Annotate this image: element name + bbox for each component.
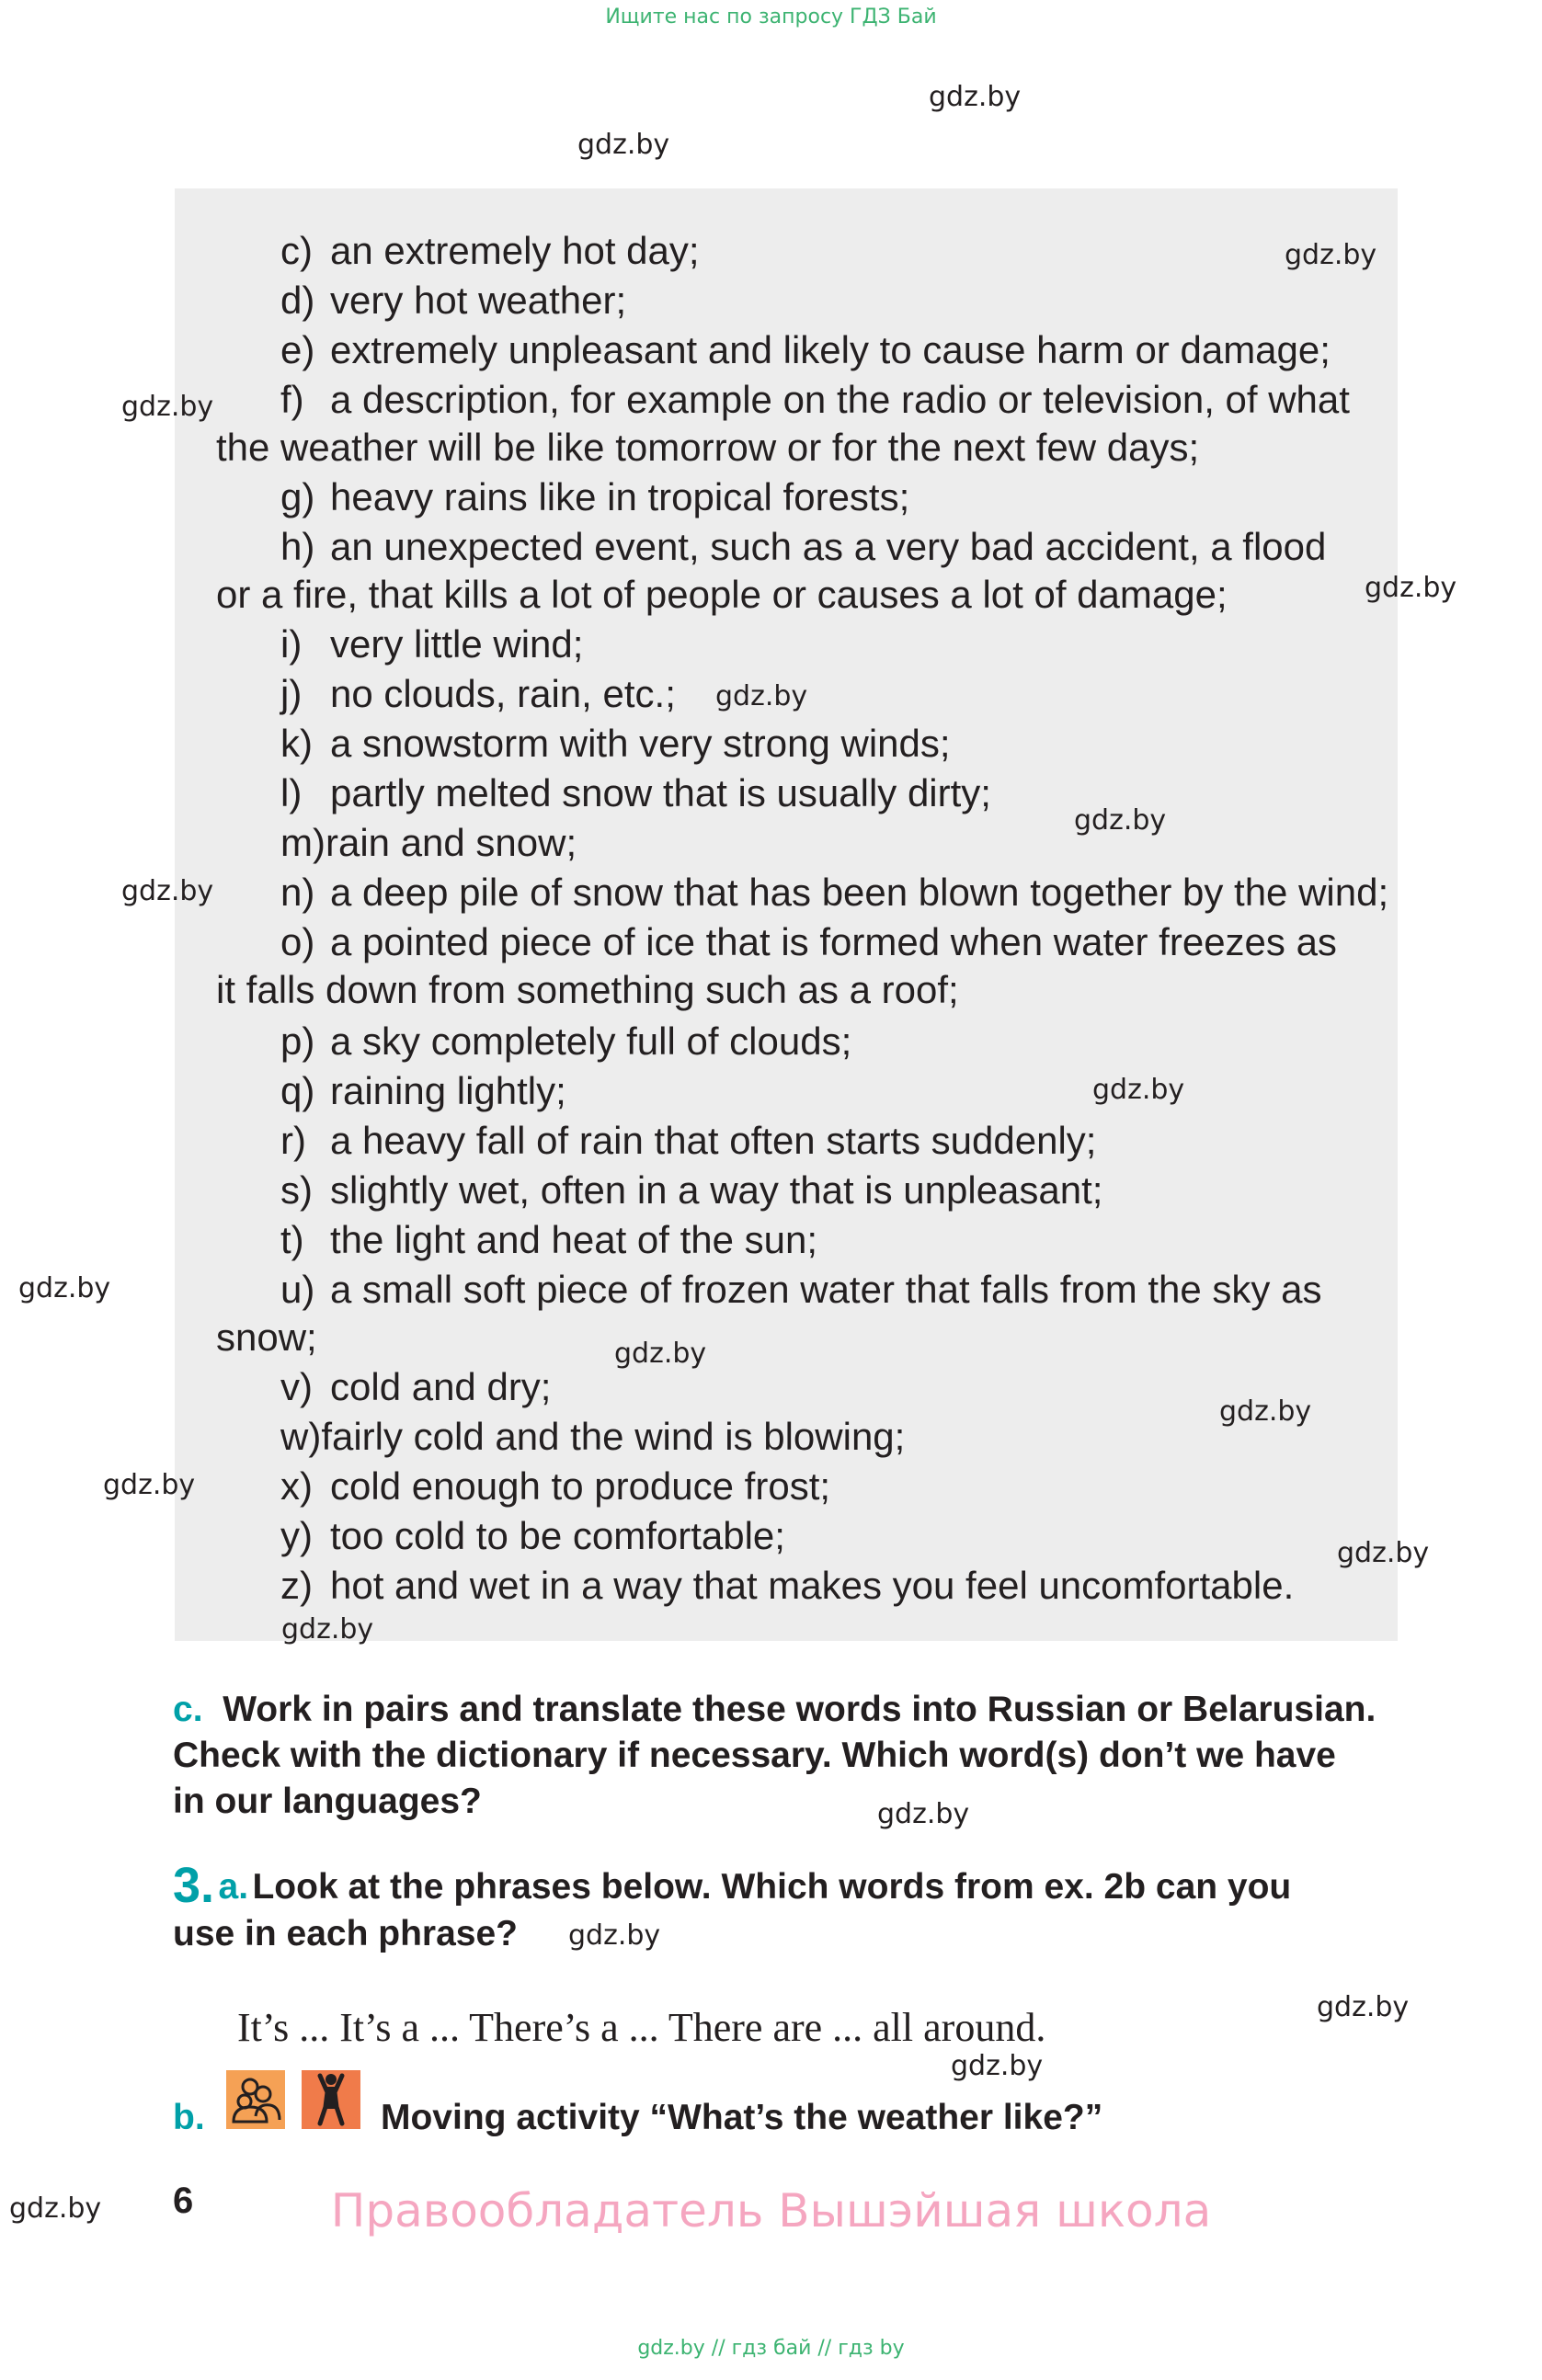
watermark: gdz.by (1219, 1395, 1312, 1428)
exercise-3-heading: 3. a. Look at the phrases below. Which words from ex. 2b can you (173, 1858, 1292, 1913)
top-banner: Ищите нас по запросу ГДЗ Бай (605, 6, 937, 28)
watermark: gdz.by (121, 391, 214, 423)
group-work-icon (226, 2070, 285, 2129)
definition-item: e) extremely unpleasant and likely to cause harm or damage; (280, 328, 1331, 371)
task-c-line: Check with the dictionary if necessary. Which word(s) don’t we have (173, 1736, 1336, 1775)
definition-item: z) hot and wet in a way that makes you feel uncomfortable. (280, 1564, 1295, 1607)
watermark: gdz.by (568, 1919, 661, 1952)
watermark: gdz.by (1365, 572, 1457, 604)
watermark: gdz.by (9, 2192, 102, 2225)
moving-activity-icon (302, 2070, 360, 2129)
footer-links: gdz.by // гдз бай // гдз by (637, 2337, 905, 2360)
phrase-prompts: It’s ... It’s a ... There’s a ... There are ... all around. (237, 2005, 1046, 2050)
definition-item: u) a small soft piece of frozen water that falls from the sky as (280, 1268, 1322, 1311)
definition-continuation: it falls down from something such as a roof; (216, 968, 959, 1011)
definition-item: w)fairly cold and the wind is blowing; (280, 1415, 906, 1458)
definition-item: m)rain and snow; (280, 821, 577, 864)
task-c-label: c. (173, 1690, 203, 1729)
part-b-text: Moving activity “What’s the weather like?” (381, 2098, 1103, 2137)
definition-item: n) a deep pile of snow that has been blown together by the wind; (280, 871, 1389, 914)
definition-continuation: snow; (216, 1315, 317, 1359)
watermark: gdz.by (951, 2050, 1044, 2082)
definition-item: x) cold enough to produce frost; (280, 1464, 831, 1508)
watermark: gdz.by (1317, 1991, 1410, 2023)
part-b-label: b. (173, 2098, 205, 2137)
definition-item: o) a pointed piece of ice that is formed when water freezes as (280, 920, 1337, 963)
definition-item: s) slightly wet, often in a way that is unpleasant; (280, 1168, 1103, 1212)
watermark: gdz.by (929, 81, 1022, 113)
definition-item: k) a snowstorm with very strong winds; (280, 722, 951, 765)
definition-item: i) very little wind; (280, 622, 584, 666)
watermark: gdz.by (877, 1798, 970, 1830)
definition-continuation: or a fire, that kills a lot of people or causes a lot of damage; (216, 573, 1228, 616)
copyright-notice: Правообладатель Вышэйшая школа (330, 2184, 1212, 2238)
watermark: gdz.by (577, 129, 670, 161)
definition-item: q) raining lightly; (280, 1069, 566, 1112)
definition-item: l) partly melted snow that is usually dirty; (280, 771, 991, 814)
page-number: 6 (173, 2181, 194, 2221)
definition-item: t) the light and heat of the sun; (280, 1218, 818, 1261)
watermark: gdz.by (1074, 804, 1167, 837)
watermark: gdz.by (614, 1338, 707, 1370)
watermark: gdz.by (1337, 1537, 1430, 1569)
definition-continuation: the weather will be like tomorrow or for the next few days; (216, 426, 1200, 469)
watermark: gdz.by (281, 1613, 374, 1646)
task-c-line: c. Work in pairs and translate these words into Russian or Belarusian. (173, 1690, 1376, 1729)
part-a-label: a. (218, 1867, 249, 1907)
watermark: gdz.by (1092, 1074, 1185, 1106)
watermark: gdz.by (18, 1272, 111, 1304)
definition-item: d) very hot weather; (280, 279, 627, 322)
definition-item: j) no clouds, rain, etc.; (280, 672, 676, 715)
watermark: gdz.by (121, 875, 214, 907)
definition-item: g) heavy rains like in tropical forests; (280, 475, 910, 518)
definition-item: v) cold and dry; (280, 1365, 552, 1408)
watermark: gdz.by (715, 680, 808, 712)
definition-item: c) an extremely hot day; (280, 229, 700, 272)
definition-item: p) a sky completely full of clouds; (280, 1019, 852, 1063)
definition-item: r) a heavy fall of rain that often starts suddenly; (280, 1119, 1097, 1162)
exercise-number: 3. (173, 1858, 215, 1913)
watermark: gdz.by (103, 1469, 196, 1501)
task-c-line: in our languages? (173, 1782, 482, 1821)
watermark: gdz.by (1285, 239, 1377, 271)
definition-item: y) too cold to be comfortable; (280, 1514, 785, 1557)
part-a-line: use in each phrase? (173, 1914, 518, 1953)
definition-item: f) a description, for example on the radio or television, of what (280, 378, 1350, 421)
definition-item: h) an unexpected event, such as a very bad accident, a flood (280, 525, 1327, 568)
